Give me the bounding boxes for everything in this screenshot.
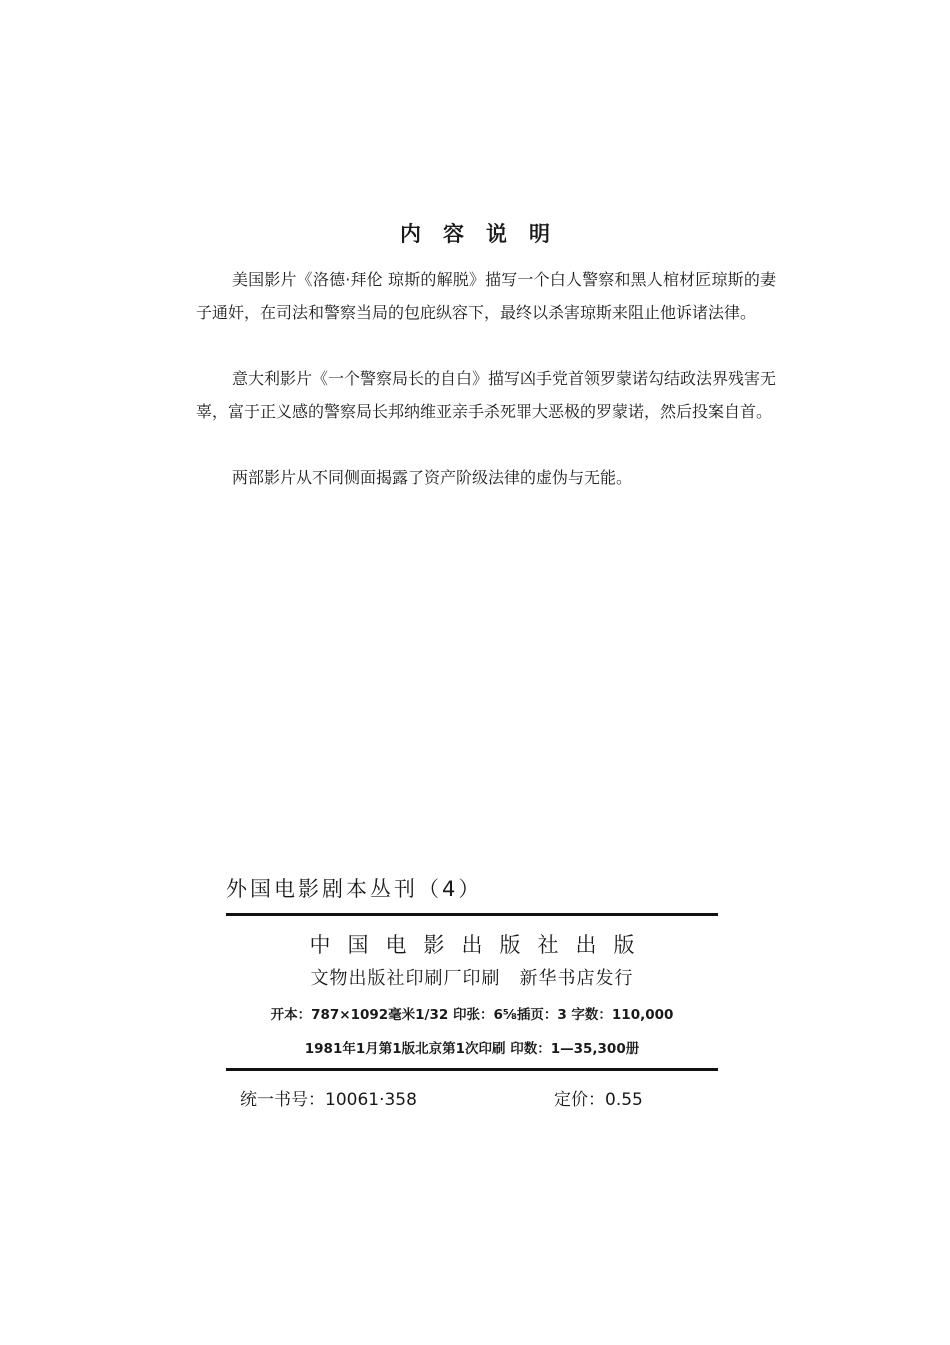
summary-heading: 内容说明 [400, 222, 572, 246]
printer-distributor-line: 文物出版社印刷厂印刷 新华书店发行 [310, 968, 634, 989]
summary-paragraph-3: 两部影片从不同侧面揭露了资产阶级法律的虚伪与无能。 [232, 468, 633, 487]
series-title: 外国电影剧本丛刊（4） [226, 877, 483, 901]
publisher-line: 中国电影出版社出版 [309, 933, 652, 957]
top-divider [226, 913, 718, 916]
summary-paragraph-2: 意大利影片《一个警察局长的自白》描写凶手党首领罗蒙诺勾结政法界残害无辜，富于正义感的警察局长邦纳维亚亲手杀死罪大恶极的罗蒙诺，然后投案自首。 [196, 369, 777, 421]
bottom-divider [226, 1068, 718, 1071]
price-label: 定价：0.55 [554, 1090, 643, 1110]
book-specs-line: 开本：787×1092毫米1/32 印张：6⅝插页：3 字数：110,000 [270, 1007, 674, 1023]
summary-paragraph-1: 美国影片《洛德·拜伦 琼斯的解脱》描写一个白人警察和黑人棺材匠琼斯的妻子通奸，在司法和警察当局的包庇纵容下，最终以杀害琼斯来阻止他诉诸法律。 [196, 270, 776, 322]
unified-book-number: 统一书号：10061·358 [240, 1090, 417, 1110]
printing-info-line: 1981年1月第1版北京第1次印刷 印数：1—35,300册 [304, 1041, 640, 1057]
